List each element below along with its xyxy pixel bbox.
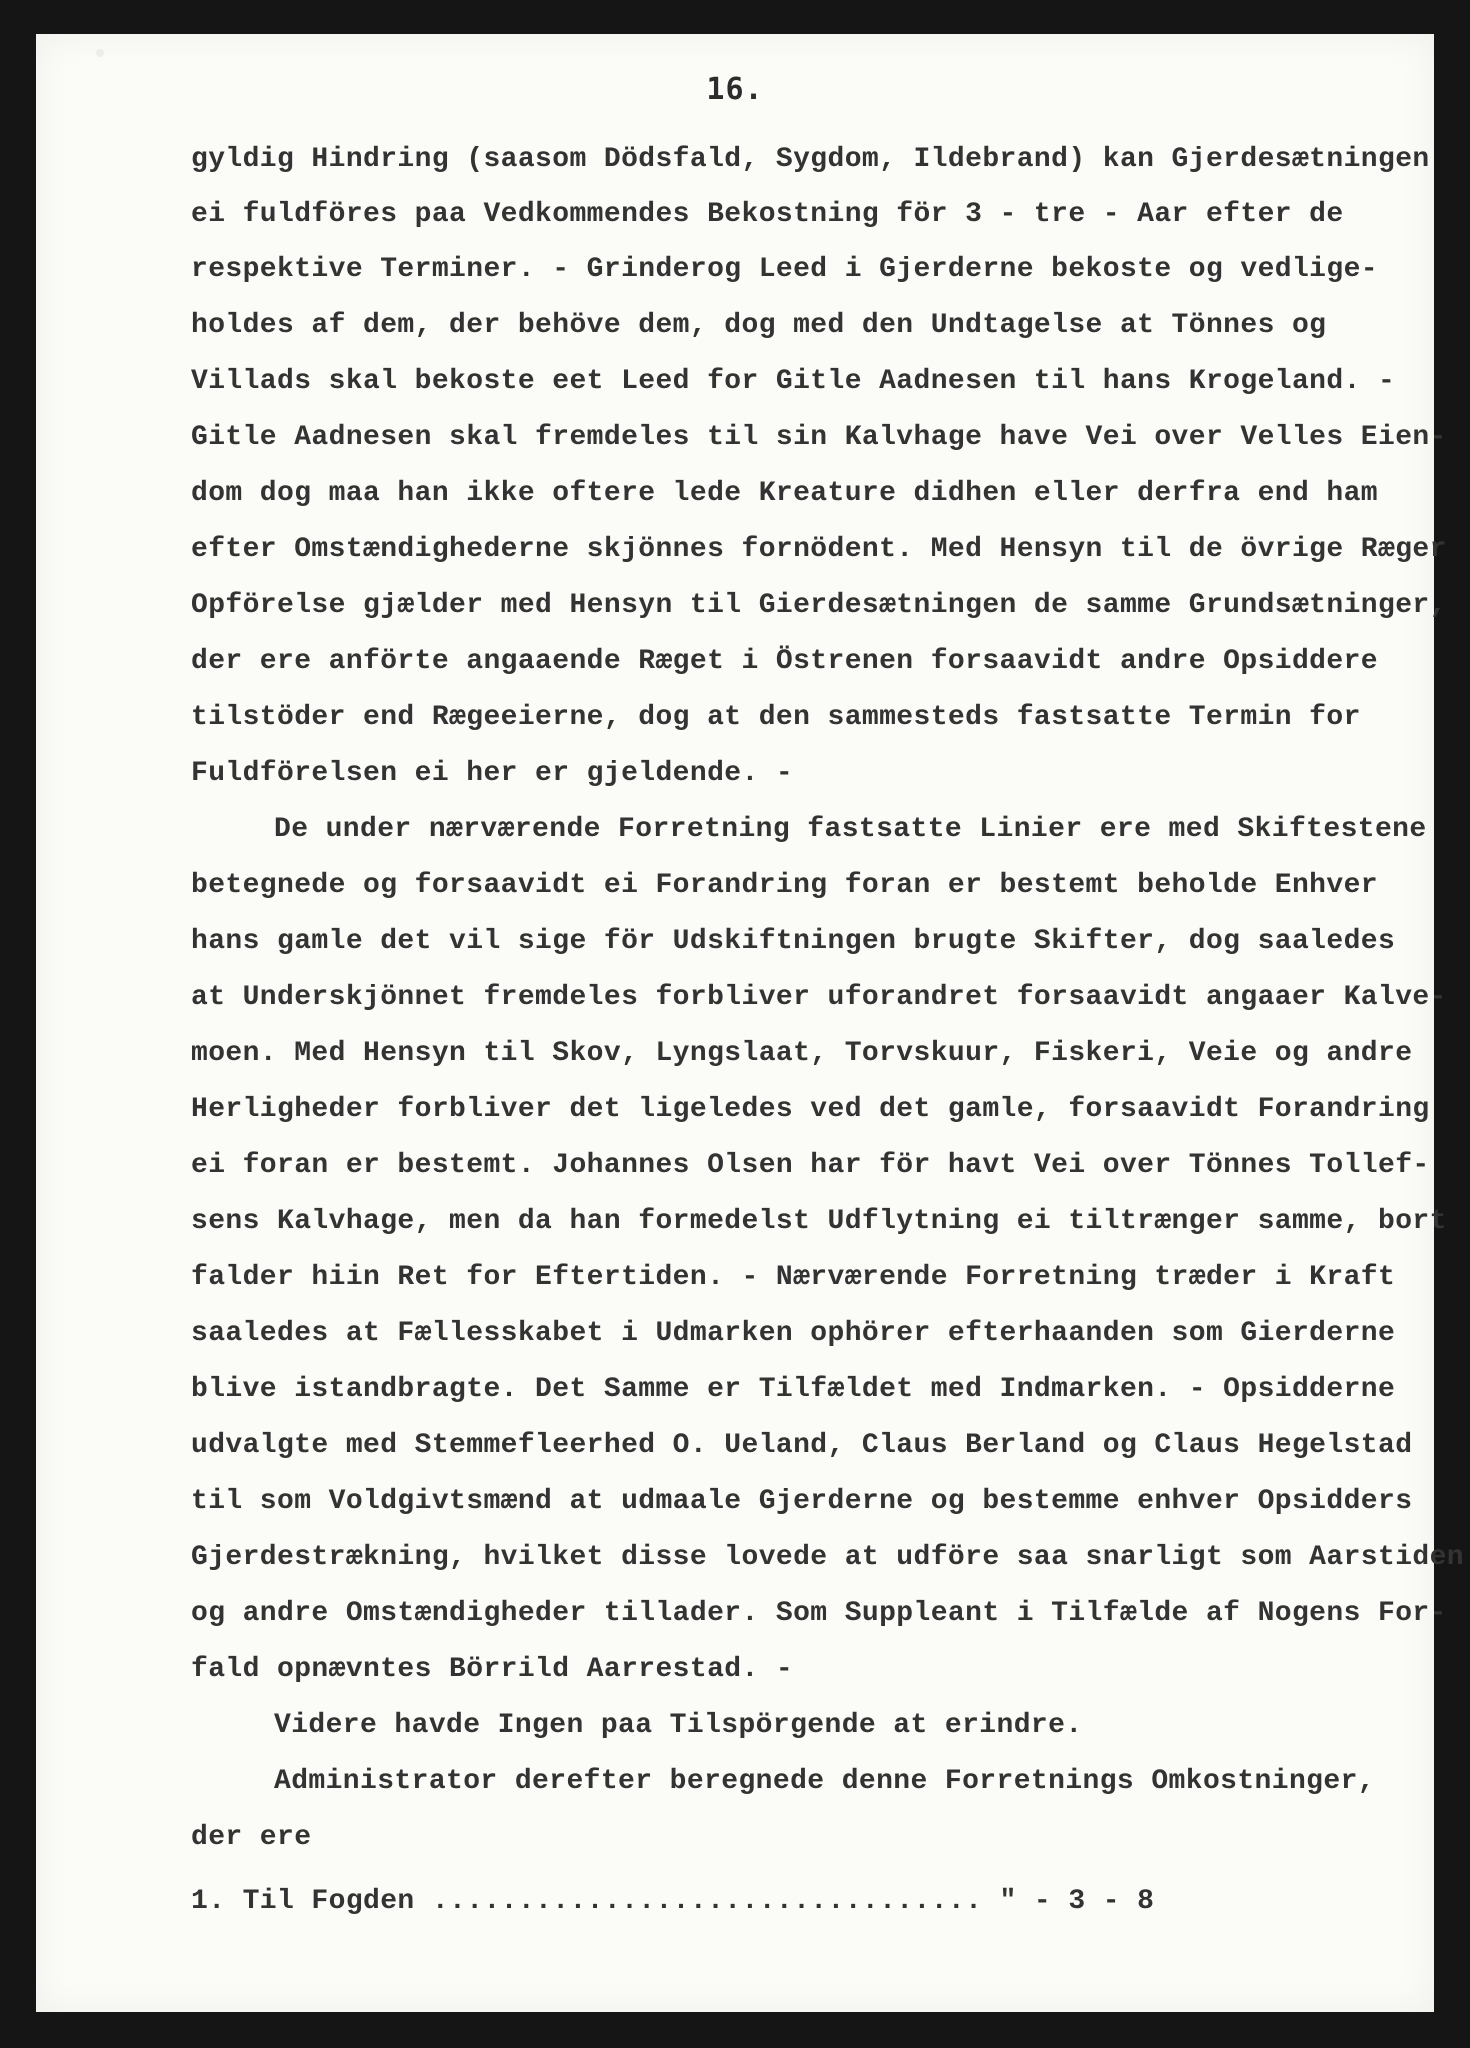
text-line-10: der ere anförte angaaende Ræget i Östrenen forsaavidt andre Opsiddere	[191, 646, 1378, 677]
text-line-30: Administrator derefter beregnede denne Forretnings Omkostninger,	[274, 1766, 1375, 1797]
text-line-25: til som Voldgivtsmænd at udmaale Gjerderne og bestemme enhver Opsidders	[191, 1486, 1413, 1517]
text-line-12: Fuldförelsen ei her er gjeldende. -	[191, 758, 794, 789]
text-line-3: respektive Terminer. - Grinderog Leed i Gjerderne bekoste og vedlige-	[191, 254, 1378, 285]
text-line-24: udvalgte med Stemmefleerhed O. Ueland, Claus Berland og Claus Hegelstad	[191, 1430, 1413, 1461]
text-line-5: Villads skal bekoste eet Leed for Gitle Aadnesen til hans Krogeland. -	[191, 366, 1396, 397]
page-number: 16.	[706, 72, 764, 107]
text-line-6: Gitle Aadnesen skal fremdeles til sin Kalvhage have Vei over Velles Eien-	[191, 422, 1447, 453]
speck-mark	[96, 49, 104, 57]
text-line-7: dom dog maa han ikke oftere lede Kreature didhen eller derfra end ham	[191, 478, 1378, 509]
cost-line-1: 1. Til Fogden ................................ " - 3 - 8	[191, 1886, 1155, 1917]
text-line-14: betegnede og forsaavidt ei Forandring foran er bestemt beholde Enhver	[191, 870, 1378, 901]
text-line-11: tilstöder end Rægeeierne, dog at den sammesteds fastsatte Termin for	[191, 702, 1361, 733]
text-line-27: og andre Omstændigheder tillader. Som Suppleant i Tilfælde af Nogens For-	[191, 1598, 1447, 1629]
text-line-8: efter Omstændighederne skjönnes fornödent. Med Hensyn til de övrige Ræger	[191, 534, 1447, 565]
text-line-4: holdes af dem, der behöve dem, dog med den Undtagelse at Tönnes og	[191, 310, 1327, 341]
text-line-20: sens Kalvhage, men da han formedelst Udflytning ei tiltrænger samme, bort	[191, 1206, 1447, 1237]
text-line-13: De under nærværende Forretning fastsatte Linier ere med Skiftestene	[274, 814, 1427, 845]
text-line-19: ei foran er bestemt. Johannes Olsen har för havt Vei over Tönnes Tollef-	[191, 1150, 1430, 1181]
text-line-9: Opförelse gjælder med Hensyn til Gierdesætningen de samme Grundsætninger,	[191, 590, 1447, 621]
text-line-22: saaledes at Fællesskabet i Udmarken ophörer efterhaanden som Gierderne	[191, 1318, 1396, 1349]
text-line-21: falder hiin Ret for Eftertiden. - Nærværende Forretning træder i Kraft	[191, 1262, 1396, 1293]
text-line-18: Herligheder forbliver det ligeledes ved det gamle, forsaavidt Forandring	[191, 1094, 1430, 1125]
text-line-1: gyldig Hindring (saasom Dödsfald, Sygdom, Ildebrand) kan Gjerdesætningen	[191, 144, 1430, 175]
text-line-16: at Underskjönnet fremdeles forbliver uforandret forsaavidt angaaer Kalve-	[191, 982, 1447, 1013]
text-line-28: fald opnævntes Börrild Aarrestad. -	[191, 1654, 794, 1685]
text-line-15: hans gamle det vil sige för Udskiftningen brugte Skifter, dog saaledes	[191, 926, 1396, 957]
text-line-23: blive istandbragte. Det Samme er Tilfældet med Indmarken. - Opsidderne	[191, 1374, 1396, 1405]
text-line-31: der ere	[191, 1822, 312, 1853]
text-line-26: Gjerdestrækning, hvilket disse lovede at udföre saa snarligt som Aarstiden	[191, 1542, 1465, 1573]
text-line-29: Videre havde Ingen paa Tilspörgende at erindre.	[274, 1710, 1083, 1741]
text-line-17: moen. Med Hensyn til Skov, Lyngslaat, Torvskuur, Fiskeri, Veie og andre	[191, 1038, 1413, 1069]
text-line-2: ei fuldföres paa Vedkommendes Bekostning för 3 - tre - Aar efter de	[191, 199, 1344, 230]
document-page	[36, 34, 1465, 2012]
